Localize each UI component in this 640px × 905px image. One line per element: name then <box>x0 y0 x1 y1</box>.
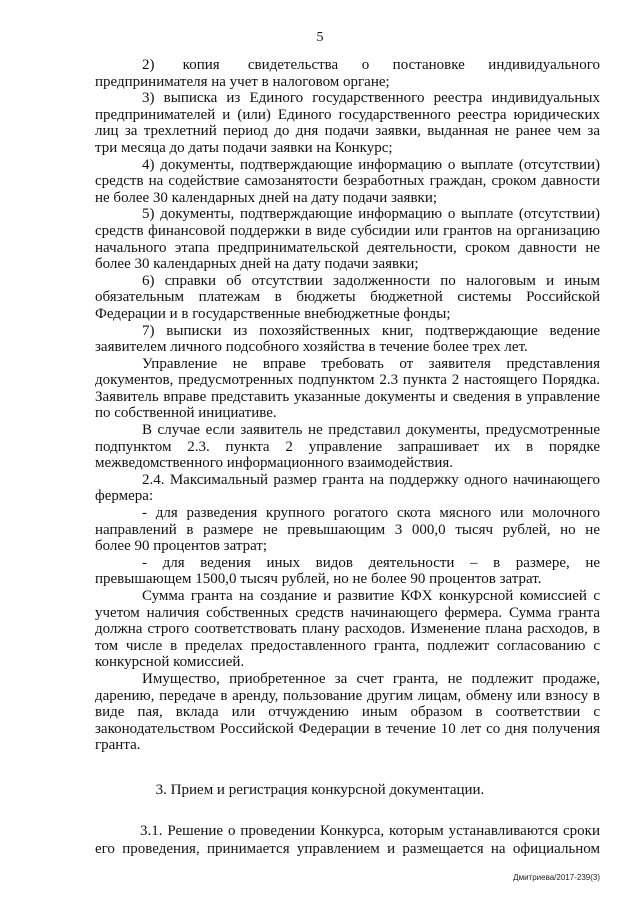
text-line: конкурсной комиссией. <box>95 654 245 671</box>
text-line: направлений в размере не превышающим 3 000,0 тысяч рублей, но не <box>95 521 600 538</box>
text-line: В случае если заявитель не представил документы, предусмотренные <box>142 422 600 439</box>
text-line: учетом наличия собственных средств начинающего фермера. Сумма гранта <box>95 604 600 621</box>
text-line: средств на содействие самозанятости безработных граждан, сроком давности <box>95 173 600 190</box>
text-line: заявителем личного подсобного хозяйства в течение более трех лет. <box>95 339 528 356</box>
text-line: 3.1. Решение о проведении Конкурса, которым устанавливаются сроки <box>140 823 600 839</box>
text-line: предпринимателей и (или) Единого государственного реестра юридических <box>95 106 600 123</box>
text-line: более 90 процентов затрат; <box>95 538 268 555</box>
text-line: фермера: <box>95 488 154 505</box>
text-line: том числе в пределах предоставленного гранта, подлежит согласованию с <box>95 637 600 654</box>
text-line: обязательным платежам в бюджеты бюджетной системы Российской <box>95 289 600 306</box>
text-line: 6) справки об отсутствии задолженности по налоговым и иным <box>142 272 600 289</box>
text-line: - для разведения крупного рогатого скота мясного или молочного <box>142 505 600 522</box>
text-line: предпринимателя на учет в налоговом органе; <box>95 73 390 90</box>
text-line: по собственной инициативе. <box>95 405 277 422</box>
section-paragraph <box>95 822 600 858</box>
text-line: 2) копия свидетельства о постановке индивидуального <box>142 57 600 73</box>
text-line: не более 30 календарных дней на дату подачи заявки; <box>95 189 438 206</box>
text-line: Имущество, приобретенное за счет гранта, не подлежит продаже, <box>142 670 600 687</box>
text-line: законодательством Российской Федерации в течение 10 лет со дня получения <box>95 720 600 737</box>
text-line: превышающем 1500,0 тысяч рублей, но не более 90 процентов затрат. <box>95 571 542 588</box>
text-line: начального этапа предпринимательской деятельности, сроком давности не <box>95 239 600 256</box>
text-line: должна строго соответствовать плану расходов. Изменение плана расходов, в <box>95 621 600 638</box>
text-line: 3) выписка из Единого государственного реестра индивидуальных <box>142 90 600 107</box>
text-line: его проведения, принимается управлением и размещается на официальном <box>95 841 600 857</box>
text-line: 7) выписки из похозяйственных книг, подтверждающие ведение <box>142 322 600 339</box>
text-line: дарению, передаче в аренду, пользование другим лицам, обмену или взносу в <box>95 687 600 704</box>
text-line: 5) документы, подтверждающие информацию о выплате (отсутствии) <box>142 206 600 223</box>
text-line: гранта. <box>95 737 141 754</box>
text-line: виде пая, вклада или отчуждению иным образом в соответствии с <box>95 704 600 721</box>
text-line: Сумма гранта на создание и развитие КФХ конкурсной комиссией с <box>142 588 600 604</box>
text-line: - для ведения иных видов деятельности – в размере, не <box>142 554 600 571</box>
body-text <box>95 57 600 754</box>
text-line: документов, предусмотренных подпунктом 2.3 пункта 2 настоящего Порядка. <box>95 372 600 389</box>
text-line: лиц за трехлетний период до дня подачи заявки, выданная не ранее чем за <box>95 123 600 140</box>
document-reference: Дмитриева/2017-239(3) <box>513 873 600 882</box>
text-line: Управление не вправе требовать от заявителя представления <box>142 355 600 372</box>
text-line: средств финансовой поддержки в виде субсидии или грантов на организацию <box>95 222 600 239</box>
text-line: Федерации и в государственные внебюджетные фонды; <box>95 305 451 322</box>
text-line: более 30 календарных дней на дату подачи заявки; <box>95 256 419 273</box>
section-heading: 3. Прием и регистрация конкурсной документации. <box>155 782 485 798</box>
text-line: Заявитель вправе представить указанные документы и сведения в управление <box>95 388 600 405</box>
page-number: 5 <box>316 30 324 45</box>
text-line: 2.4. Максимальный размер гранта на поддержку одного начинающего <box>142 471 600 488</box>
text-line: подпунктом 2.3. пункта 2 управление запрашивает их в порядке <box>95 438 600 455</box>
text-line: 4) документы, подтверждающие информацию о выплате (отсутствии) <box>142 156 600 173</box>
text-line: три месяца до даты подачи заявки на Конкурс; <box>95 139 393 156</box>
text-line: межведомственного информационного взаимодействия. <box>95 455 454 472</box>
